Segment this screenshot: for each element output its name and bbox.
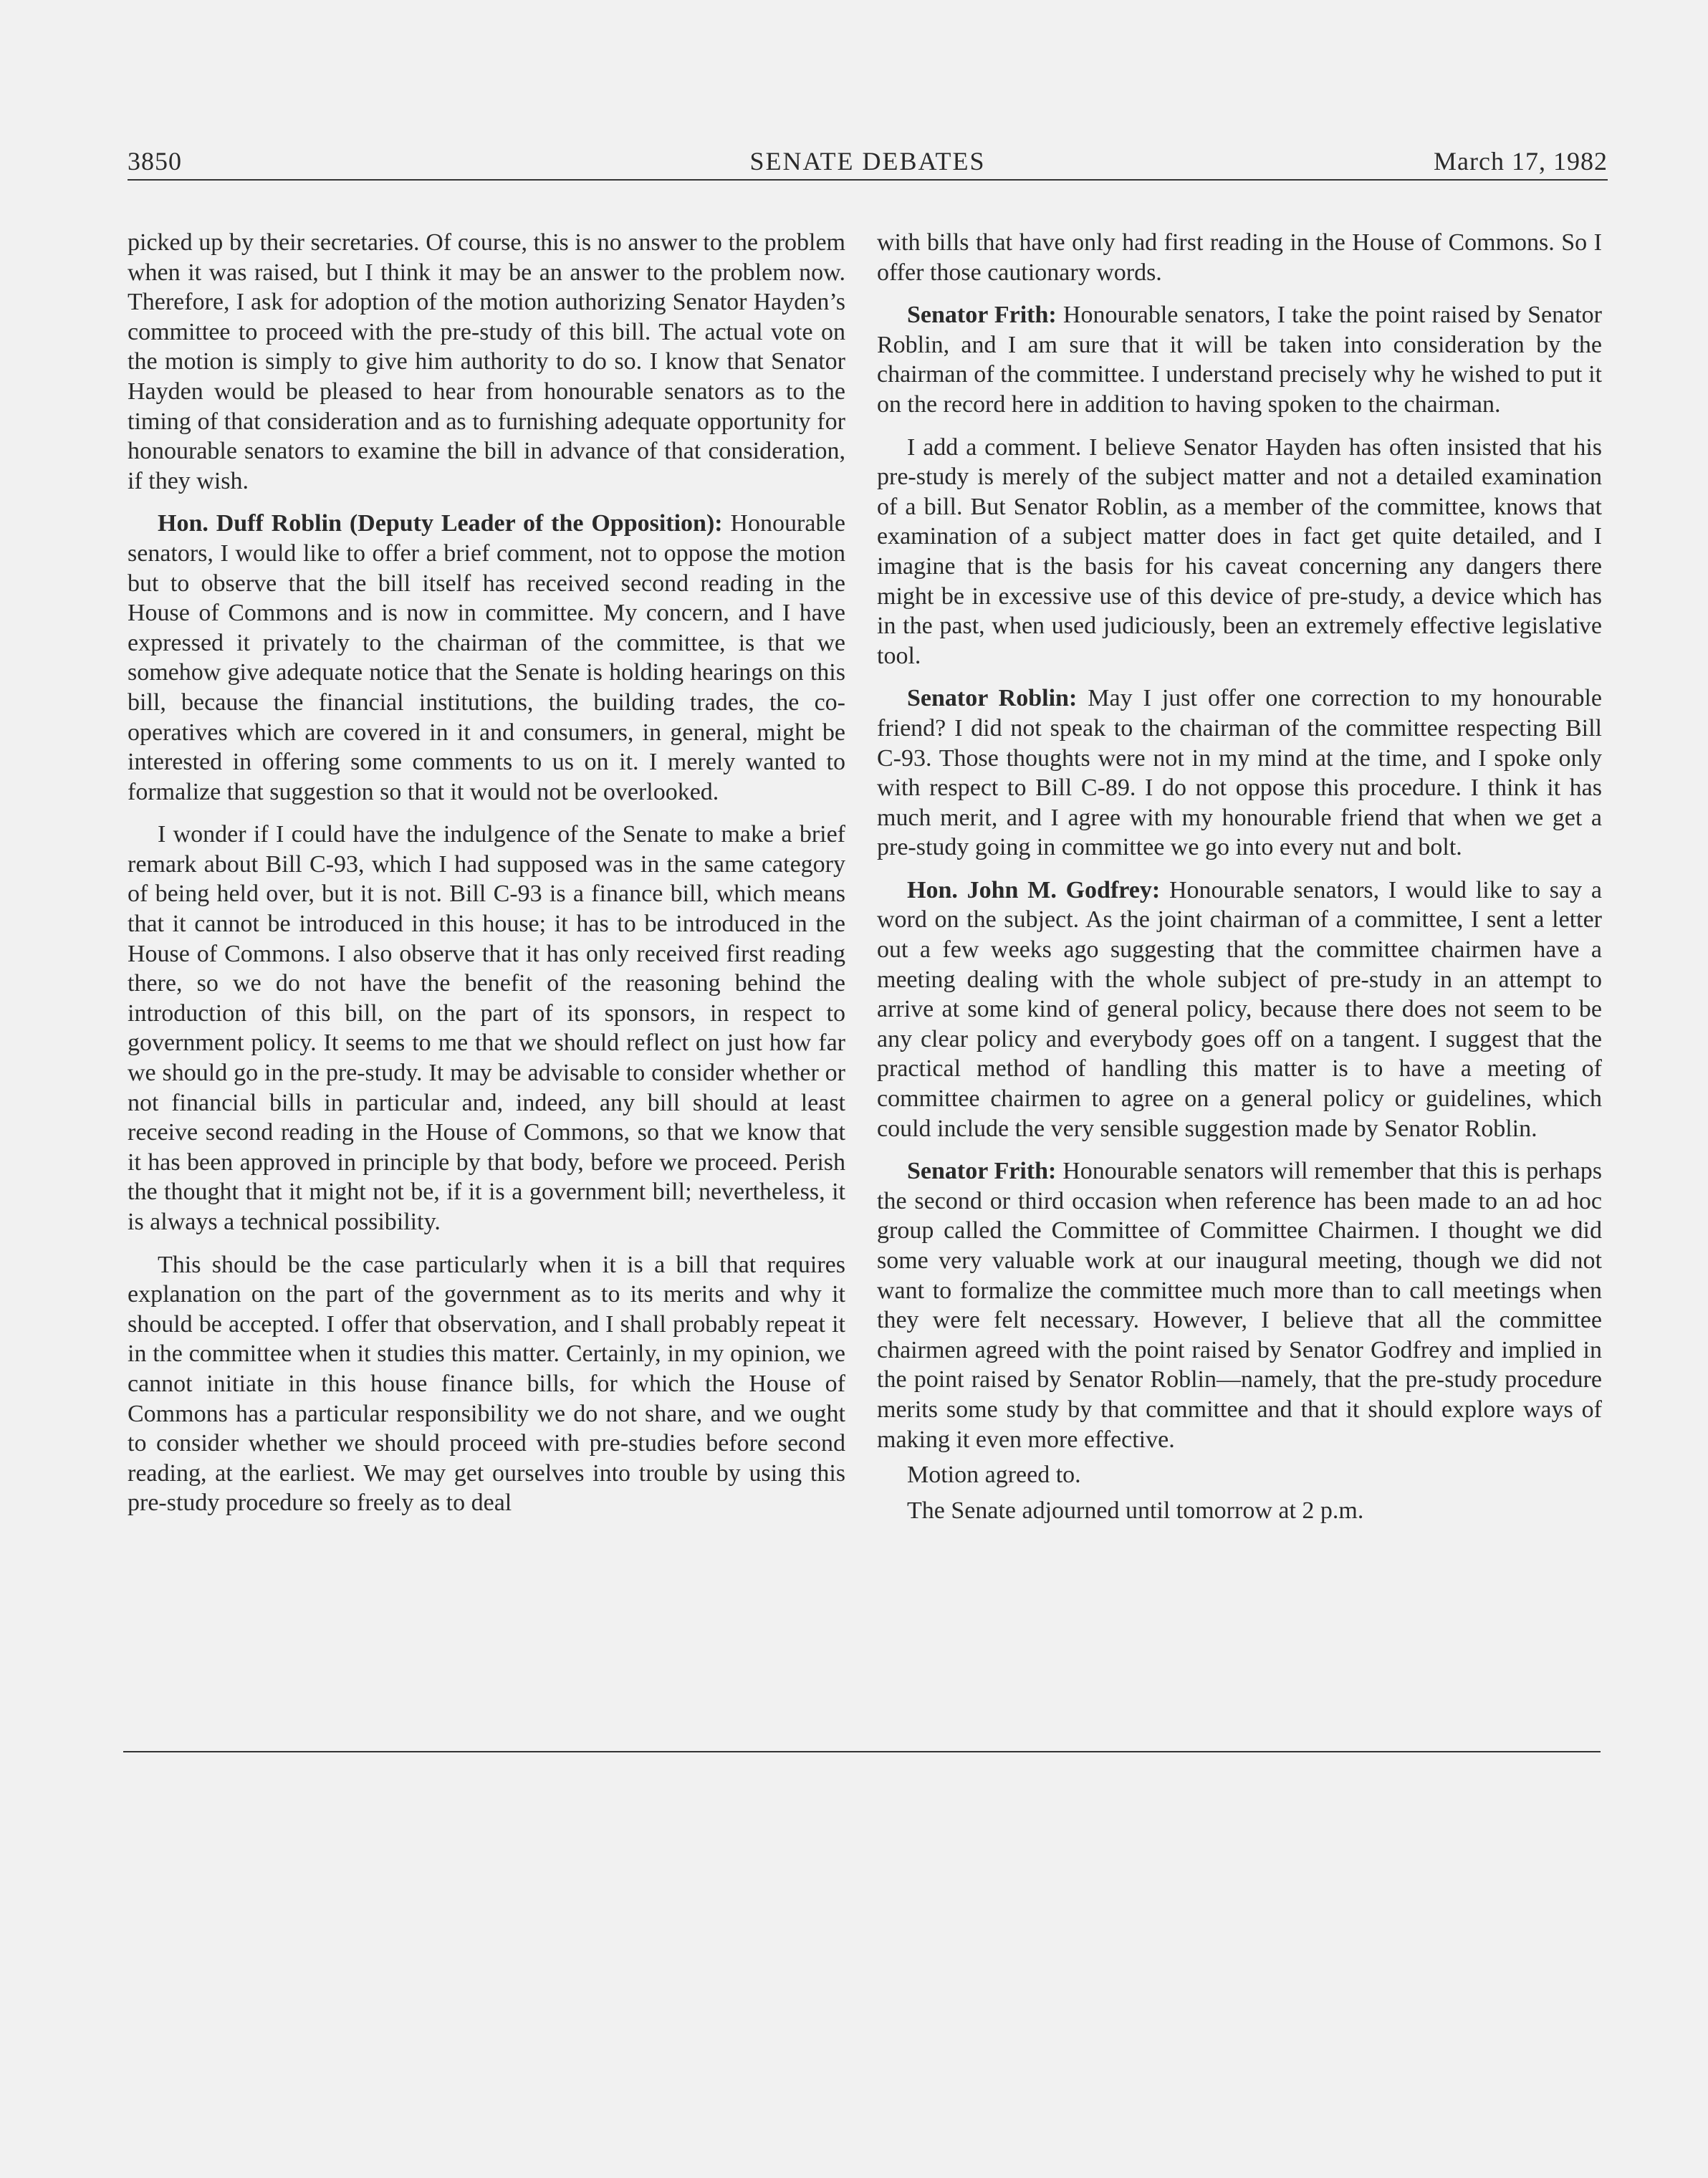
speech-text: Honourable senators, I would like to offer a brief comment, not to oppose the motion but to observe that the bill itself has received second reading in the House of Commons and is now in committee. My concern, and I have expressed it privately to the chairman of the committee, is that we somehow give adequate notice that the Senate is holding hearings on this bill, because the financial institutions, the building trades, the co-operatives which are covered in it and consumers, in general, might be interested in offering some comments to us on it. I merely wanted to formalize that suggestion so that it would not be overlooked. — [128, 510, 845, 805]
speech-text: Honourable senators, I take the point raised by Senator Roblin, and I am sure that it will be taken into consideration by the chairman of the committee. I understand precisely why he wished to put it on the record here in addition to having spoken to the chairman. — [877, 302, 1602, 418]
adjournment-notice: The Senate adjourned until tomorrow at 2 p.m. — [907, 1497, 1364, 1524]
speech-text: Honourable senators, I would like to say a word on the subject. As the joint chairman of a committee, I sent a letter out a few weeks ago suggesting that the committee chairmen have a meeting dealing with the whole subject of pre-study in an attempt to arrive at some kind of general policy, because there does not seem to be any clear policy and everybody goes off on a tangent. I suggest that the practical method of handling this matter is to have a meeting of committee chairmen to agree on a general policy or guidelines, which could include the very sensible suggestion made by Senator Roblin. — [877, 876, 1602, 1142]
speaker-name: Senator Frith: — [907, 1158, 1057, 1185]
speech-paragraph — [877, 683, 1602, 863]
page-header — [128, 143, 1608, 181]
speech-text: May I just offer one correction to my honourable friend? I did not speak to the chairman of the committee respecting Bill C-93. Those thoughts were not in my mind at the time, and I spoke only with respect to Bill C-89. I do not oppose this procedure. I think it has much merit, and I agree with my honourable friend that when we get a pre-study going in committee we go into every nut and bolt. — [877, 685, 1602, 861]
speaker-name: Hon. Duff Roblin (Deputy Leader of the Opposition): — [158, 510, 723, 537]
page-number: 3850 — [128, 147, 182, 176]
paragraph: I wonder if I could have the indulgence of the Senate to make a brief remark about Bill C-93, which I had supposed was in the same category of being held over, but it is not. Bill C-93 is a finance bill, which means that it cannot be introduced in this house; it has to be introduced in the House of Commons. I also observe that it has only received first reading there, so we do not have the benefit of the reasoning behind the introduction of this bill, on the part of its sponsors, in respect to government policy. It seems to me that we should reflect on just how far we should go in the pre-study. It may be advisable to consider whether or not financial bills in particular and, indeed, any bill should at least receive second reading in the House of Commons, so that we know that it has been approved in principle by that body, before we proceed. Perish the thought that it might not be, if it is a government bill; nevertheless, it is always a technical possibility. — [128, 821, 845, 1235]
speech-paragraph — [877, 1156, 1602, 1454]
speech-text: Honourable senators will remember that this is perhaps the second or third occasion when reference has been made to an ad hoc group called the Committee of Committee Chairmen. I thought we did some very valuable work at our inaugural meeting, though we did not want to formalize the committee much more than to call meetings when they were felt necessary. However, I believe that all the committee chairmen agreed with the point raised by Senator Godfrey and implied in the point raised by Senator Roblin—namely, that the pre-study procedure merits some study by that committee and that it should explore ways of making it even more effective. — [877, 1158, 1603, 1453]
speaker-name: Hon. John M. Godfrey: — [907, 876, 1161, 903]
paragraph: This should be the case particularly when it is a bill that requires explanation on the part of the government as to its merits and why it should be accepted. I offer that observation, and I shall probably repeat it in the committee when it studies this matter. Certainly, in my opinion, we cannot initiate in this house finance bills, for which the House of Commons has a particular responsibility we do not share, and we ought to consider whether we should proceed with pre-studies before second reading, at the earliest. We may get ourselves into trouble by using this pre-study procedure so freely as to deal — [128, 1251, 845, 1517]
publication-title: SENATE DEBATES — [749, 147, 986, 176]
left-column — [128, 228, 845, 1531]
paragraph: with bills that have only had first reading in the House of Commons. So I offer those cautionary words. — [877, 229, 1602, 286]
motion-result: Motion agreed to. — [907, 1462, 1081, 1489]
publication-date: March 17, 1982 — [1434, 147, 1608, 176]
speaker-name: Senator Frith: — [907, 302, 1057, 329]
speech-paragraph — [128, 509, 845, 807]
paragraph: I add a comment. I believe Senator Hayden has often insisted that his pre-study is merely of the subject matter and not a detailed examination of a bill. But Senator Roblin, as a member of the committee, knows that examination of a subject matter does in fact get quite detailed, and I imagine that is the basis for his caveat concerning any dangers there might be in excessive use of this device of pre-study, a device which has in the past, when used judiciously, been an extremely effective legislative tool. — [877, 433, 1602, 669]
paragraph: picked up by their secretaries. Of course, this is no answer to the problem when it was raised, but I think it may be an answer to the problem now. Therefore, I ask for adoption of the motion authorizing Senator Hayden’s committee to proceed with the pre-study of this bill. The actual vote on the motion is simply to give him authority to do so. I know that Senator Hayden would be pleased to hear from honourable senators as to the timing of that consideration and as to furnishing adequate opportunity for honourable senators to examine the bill in advance of that consideration, if they wish. — [128, 229, 845, 494]
speech-paragraph — [877, 300, 1602, 419]
speech-paragraph — [877, 875, 1602, 1143]
right-column — [877, 228, 1602, 1538]
header-rule — [128, 179, 1608, 181]
footer-rule — [123, 1751, 1601, 1752]
speaker-name: Senator Roblin: — [907, 685, 1078, 712]
